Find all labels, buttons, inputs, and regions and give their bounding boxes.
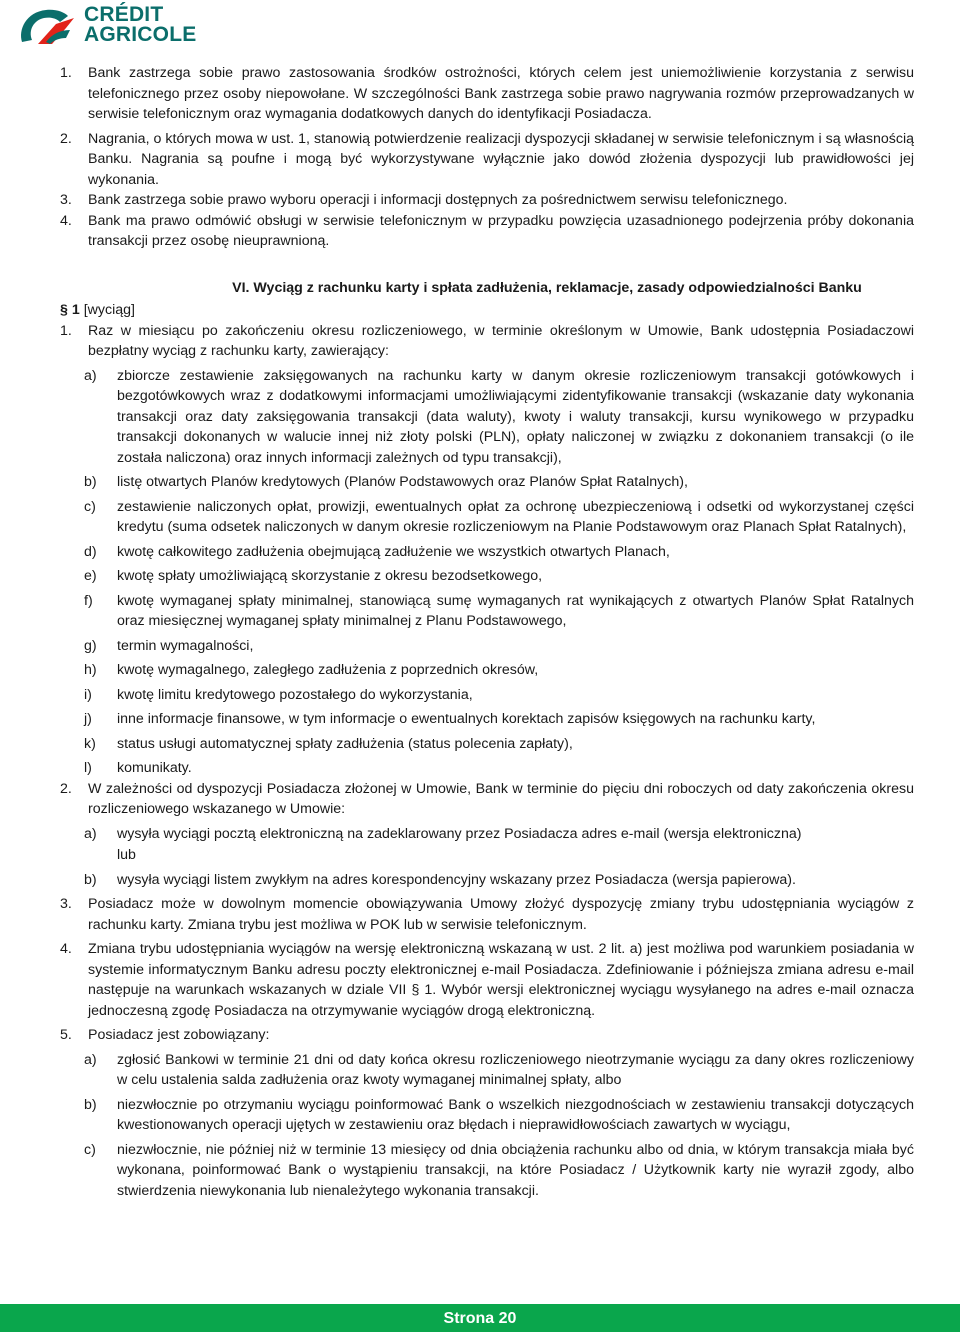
sub-item-label: d) xyxy=(84,543,97,560)
sub-item-text: kwotę wymagalnego, zaległego zadłużenia z poprzednich okresów, xyxy=(117,662,539,678)
document-content xyxy=(60,63,914,1201)
item-number: 5. xyxy=(60,1027,72,1043)
sub-item-text: status usługi automatycznej spłaty zadłużenia (status polecenia zapłaty), xyxy=(117,735,573,752)
paragraph-heading xyxy=(60,300,914,321)
sub-item xyxy=(60,685,914,706)
list-item xyxy=(60,190,914,211)
sub-item xyxy=(60,758,914,779)
sub-item-text: zbiorcze zestawienie zaksięgowanych na rachunku karty w danym okresie rozliczeniowym transakcji gotówkowych i bezgotówkowych wraz z dodatkowymi informacjami umożliwiającymi zidentyfikowanie transakcji (wskazanie daty wykonania transakcji oraz daty zaksięgowania transakcji (data waluty), kwoty i waluty transakcji, kursu wynikowego w przypadku transakcji dokonanych w walucie innej niż złoty polski (PLN), opłaty naliczonej w związku z dokonaniem transakcji (o ile została naliczona) oraz innych informacji zależnych od typu transakcji), xyxy=(117,367,914,466)
sub-item-text: komunikaty. xyxy=(117,760,192,776)
sub-item xyxy=(60,497,914,538)
sub-item xyxy=(60,824,914,845)
item-text: W zależności od dyspozycji Posiadacza złożonej w Umowie, Bank w terminie do pięciu dni roboczych od daty zakończenia okresu rozliczeniowego wskazanego w Umowie: xyxy=(88,780,914,817)
sub-item-label: c) xyxy=(84,1141,96,1158)
logo-line-1: CRÉDIT xyxy=(84,3,164,26)
sub-item xyxy=(60,591,914,632)
list-item xyxy=(60,779,914,820)
sub-item-text: termin wymagalności, xyxy=(117,637,254,654)
list-item xyxy=(60,211,914,252)
sub-item-label: l) xyxy=(84,760,92,776)
sub-item-label: b) xyxy=(84,1096,97,1113)
sub-item xyxy=(60,566,914,587)
item-text: Zmiana trybu udostępniania wyciągów na wersję elektroniczną wskazaną w ust. 2 lit. a) jest możliwa pod warunkiem posiadania w systemie informatycznym Banku adresu poczty elektronicznej e-mail Posiadacza. Zdefiniowanie i późniejsza zmiana adresu e-mail następuje na warunkach wskazanych w dziale VII § 1. Wybór wersji elektronicznej wyciągu wysyłanego na adres e-mail oznacza jednoczesną zgodę Posiadacza na otrzymywanie wyciągów drogą elektroniczną. xyxy=(88,941,914,1019)
list-item xyxy=(60,321,914,362)
logo-brand-text xyxy=(84,5,196,45)
credit-agricole-logo xyxy=(16,4,226,48)
sub-item-label: g) xyxy=(84,637,97,654)
section-title: VI. Wyciąg z rachunku karty i spłata zadłużenia, reklamacje, zasady odpowiedzialności Banku xyxy=(232,279,862,296)
paragraph-label: [wyciąg] xyxy=(83,302,135,318)
sub-item xyxy=(60,542,914,563)
sub-item-label: f) xyxy=(84,592,93,609)
sub-item-text: kwotę limitu kredytowego pozostałego do wykorzystania, xyxy=(117,686,473,703)
sub-item-text: inne informacje finansowe, w tym informacje o ewentualnych korektach zapisów księgowych na rachunku karty, xyxy=(117,711,816,727)
item-text: Bank zastrzega sobie prawo wyboru operacji i informacji dostępnych za pośrednictwem serwisu telefonicznego. xyxy=(88,192,788,208)
sub-item xyxy=(60,366,914,469)
or-connector: lub xyxy=(117,847,136,863)
sub-item-text: niezwłocznie, nie później niż w terminie 13 miesięcy od dnia obciążenia rachunku albo od dnia, w którym transakcja miała być wykonana, poinformować Bank o wystąpieniu transakcji, na które Posiadacz / Użytkownik karty nie wyraził zgody, albo stwierdzenia niewykonania lub nienależytego wykonania transakcji. xyxy=(117,1141,914,1199)
sub-item-label: e) xyxy=(84,568,97,584)
sub-item-label: k) xyxy=(84,735,96,752)
list-item xyxy=(60,129,914,191)
item-number: 1. xyxy=(60,322,72,339)
sub-item-label: h) xyxy=(84,662,97,678)
sub-item-label: c) xyxy=(84,498,96,515)
list-item xyxy=(60,63,914,125)
sub-item-text: kwotę wymaganej spłaty minimalnej, stanowiącą sumę wymaganych rat wynikających z otwartych Planów Spłat Ratalnych oraz miesięcznej wymaganej spłaty minimalnej z Planu Podstawowego, xyxy=(117,592,914,629)
item-number: 1. xyxy=(60,65,72,81)
list-item xyxy=(60,894,914,935)
sub-item xyxy=(60,709,914,730)
sub-item-text: kwotę spłaty umożliwiającą skorzystanie z okresu bezodsetkowego, xyxy=(117,568,543,584)
list-item xyxy=(60,1025,914,1046)
sub-item-label: a) xyxy=(84,825,97,842)
logo-line-2: AGRICOLE xyxy=(84,23,197,46)
sub-item-label: a) xyxy=(84,367,97,384)
item-text: Raz w miesiącu po zakończeniu okresu rozliczeniowego, w terminie określonym w Umowie, Bank udostępnia Posiadaczowi bezpłatny wyciąg z rachunku karty, zawierający: xyxy=(88,322,914,359)
item-number: 2. xyxy=(60,780,72,797)
sub-item xyxy=(60,636,914,657)
item-number: 4. xyxy=(60,212,72,229)
sub-item-text: kwotę całkowitego zadłużenia obejmującą zadłużenie we wszystkich otwartych Planach, xyxy=(117,543,670,560)
item-text: Nagrania, o których mowa w ust. 1, stanowią potwierdzenie realizacji dyspozycji składanej w serwisie telefonicznym i są własnością Banku. Nagrania są poufne i mogą być wykorzystywane wyłącznie jako dowód złożenia dyspozycji lub prawidłowości jej wykonania. xyxy=(88,130,914,188)
sub-item-label: b) xyxy=(84,871,97,888)
sub-item-label: b) xyxy=(84,474,97,490)
sub-item-label: a) xyxy=(84,1051,97,1068)
sub-item xyxy=(60,1095,914,1136)
item-text: Posiadacz może w dowolnym momencie obowiązywania Umowy złożyć dyspozycję zmiany trybu udostępniania wyciągów z rachunku karty. Zmiana trybu jest możliwa w POK lub w serwisie telefonicznym. xyxy=(88,896,914,933)
sub-item xyxy=(60,472,914,493)
item-number: 4. xyxy=(60,941,72,957)
sub-item-label: j) xyxy=(84,711,92,727)
sub-item-text: zestawienie naliczonych opłat, prowizji, ewentualnych opłat za ochronę ubezpieczeniową i odsetki od wykorzystanej części kredytu (suma odsetek naliczonych w danym okresie rozliczeniowym na Planie Podstawowym oraz Planach Spłat Ratalnych), xyxy=(117,498,914,535)
paragraph-symbol: § 1 xyxy=(60,302,80,318)
sub-item xyxy=(60,660,914,681)
item-number: 3. xyxy=(60,896,72,912)
sub-item xyxy=(60,734,914,755)
sub-item-label: i) xyxy=(84,686,92,703)
sub-item xyxy=(60,1050,914,1091)
page-number: Strona 20 xyxy=(443,1310,517,1327)
item-text: Bank ma prawo odmówić obsługi w serwisie telefonicznym w przypadku powzięcia uzasadnionego podejrzenia próby dokonania transakcji przez osobę nieuprawnioną. xyxy=(88,212,914,249)
sub-item-text: wysyła wyciągi pocztą elektroniczną na zadeklarowany przez Posiadacza adres e-mail (wersja elektroniczna) xyxy=(117,825,802,842)
item-text: Posiadacz jest zobowiązany: xyxy=(88,1027,270,1043)
item-number: 2. xyxy=(60,130,72,147)
sub-item-text: wysyła wyciągi listem zwykłym na adres korespondencyjny wskazany przez Posiadacza (wersja papierowa). xyxy=(117,871,796,888)
item-number: 3. xyxy=(60,192,72,208)
sub-item xyxy=(60,870,914,891)
sub-item-text: niezwłocznie po otrzymaniu wyciągu poinformować Bank o wszelkich niezgodnościach w zestawieniu transakcji dotyczących kwestionowanych operacji ujętych w zestawieniu oraz błędach i nieprawidłowościach zawartych w wyciągu, xyxy=(117,1096,914,1133)
page-footer xyxy=(0,1304,960,1332)
sub-item-text: listę otwartych Planów kredytowych (Planów Podstawowych oraz Planów Spłat Ratalnych), xyxy=(117,474,688,490)
logo-emblem-icon xyxy=(16,4,80,48)
list-item xyxy=(60,939,914,1021)
item-text: Bank zastrzega sobie prawo zastosowania środków ostrożności, których celem jest uniemożliwienie korzystania z serwisu telefonicznego przez osoby niepowołane. W szczególności Bank zastrzega sobie prawo nagrywania rozmów przeprowadzanych w serwisie telefonicznym oraz wymagania dodatkowych danych do identyfikacji Posiadacza. xyxy=(88,65,914,122)
sub-item xyxy=(60,1140,914,1202)
sub-item-text: zgłosić Bankowi w terminie 21 dni od daty końca okresu rozliczeniowego nieotrzymanie wyciągu za dany okres rozliczeniowy w celu ustalenia salda zadłużenia oraz kwoty wymaganej minimalnej spłaty, albo xyxy=(117,1051,914,1088)
